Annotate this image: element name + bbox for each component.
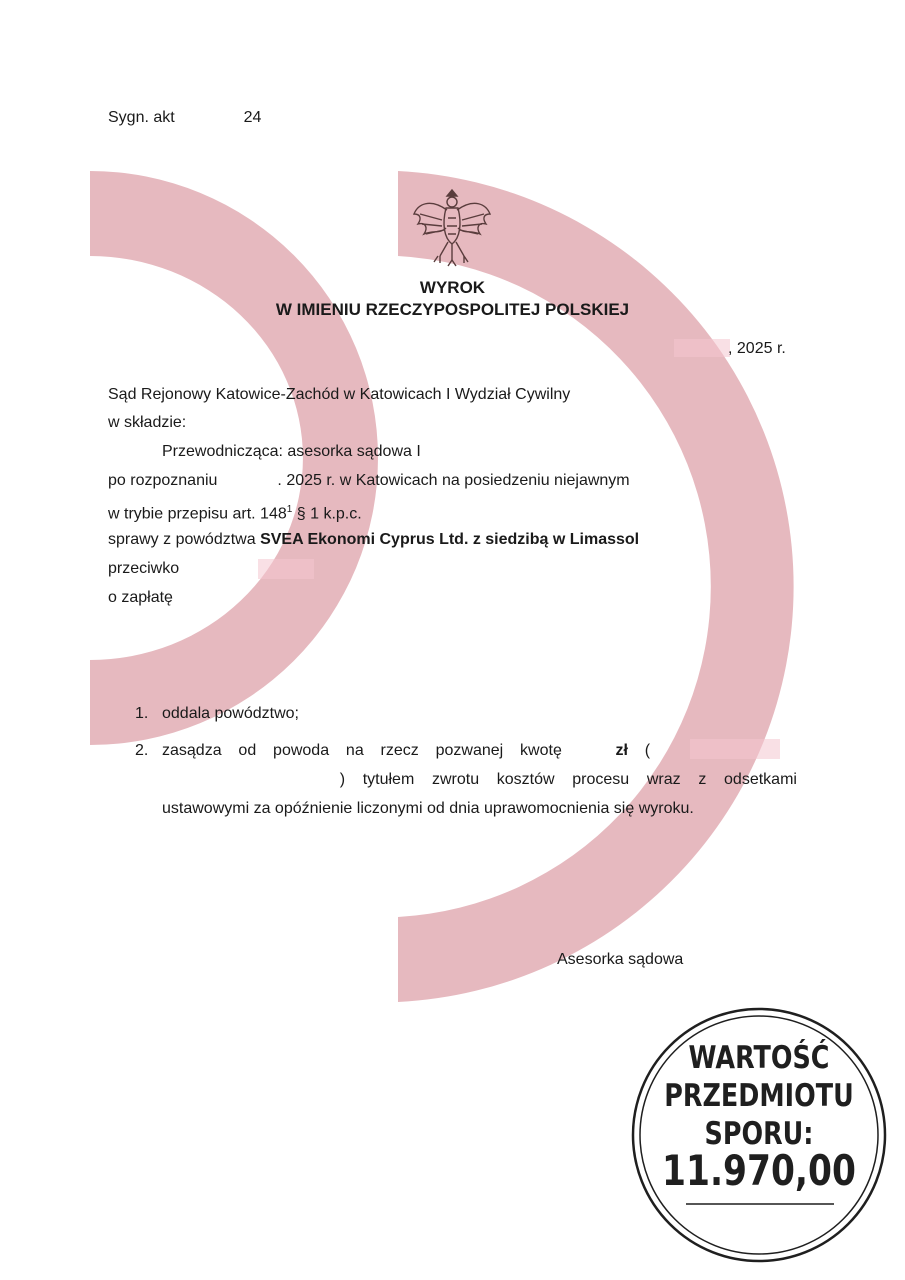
- date-year: 2025 r.: [736, 340, 786, 357]
- ruling-2-line-2: [162, 770, 797, 790]
- ruling-word: tytułem: [362, 771, 415, 788]
- ruling-word: kwotę: [520, 742, 562, 759]
- date-comma: ,: [728, 340, 733, 357]
- procedure-suffix: § 1 k.p.c.: [292, 505, 362, 523]
- ruling-number: 2.: [135, 742, 149, 759]
- claim-line: [108, 530, 639, 550]
- judgment-title: WYROK: [419, 278, 486, 297]
- ruling-word: powoda: [273, 742, 330, 759]
- procedure-sup: 1: [286, 504, 293, 515]
- judgment-subtitle: W IMIENIU RZECZYPOSPOLITEJ POLSKIEJ: [275, 300, 630, 319]
- presiding-judge: Przewodnicząca: asesorka sądowa I: [162, 443, 421, 460]
- signature-title: Asesorka sądowa: [557, 951, 684, 968]
- ruling-word: z: [698, 771, 707, 788]
- stamp-line-1: WARTOŚĆ: [688, 1040, 830, 1076]
- ruling-word: zwrotu: [431, 771, 480, 788]
- procedure-mode: [108, 500, 362, 524]
- against-label: przeciwko: [108, 560, 180, 577]
- procedure-prefix: w trybie przepisu art. 148: [108, 505, 287, 523]
- consideration-line: [108, 471, 630, 491]
- judgment-date: [728, 339, 786, 359]
- ruling-word: na: [345, 742, 364, 759]
- ruling-paren: (: [644, 742, 651, 759]
- composition-label: w składzie:: [108, 414, 187, 431]
- subject-label: o zapłatę: [108, 589, 173, 606]
- redaction: [258, 559, 314, 579]
- ruling-currency: zł: [615, 742, 628, 759]
- ruling-2-line-3: ustawowymi za opóźnienie liczonymi od dnia uprawomocnienia się wyroku.: [162, 800, 694, 817]
- stamp-line-3: SPORU:: [704, 1116, 814, 1152]
- ruling-word: ): [339, 771, 346, 788]
- claim-prefix: sprawy z powództwa: [108, 531, 261, 548]
- court-name: Sąd Rejonowy Katowice-Zachód w Katowicach I Wydział Cywilny: [108, 386, 571, 403]
- ruling-word: procesu: [572, 771, 630, 788]
- ruling-word: kosztów: [496, 771, 555, 788]
- polish-eagle-emblem-icon: [412, 184, 492, 270]
- stamp-line-2: PRZEDMIOTU: [664, 1078, 854, 1114]
- ruling-word: rzecz: [380, 742, 419, 759]
- ruling-word: odsetkami: [724, 771, 797, 788]
- ruling-2-line-1: [162, 741, 797, 761]
- ruling-word: od: [238, 742, 257, 759]
- stamp-amount: 11.970,00: [662, 1146, 856, 1195]
- claimant-name: SVEA Ekonomi Cyprus Ltd. z siedzibą w Limassol: [260, 531, 640, 548]
- consideration-suffix: . 2025 r. w Katowicach na posiedzeniu niejawnym: [277, 472, 630, 489]
- consideration-prefix: po rozpoznaniu: [108, 472, 218, 489]
- ruling-word: wraz: [646, 771, 681, 788]
- ruling-word: pozwanej: [435, 742, 504, 759]
- ruling-text: oddala powództwo;: [162, 705, 299, 722]
- ruling-word: zasądza: [162, 742, 222, 759]
- redaction: [674, 339, 733, 357]
- case-label: Sygn. akt: [108, 109, 175, 126]
- case-signature: [108, 108, 261, 128]
- ruling-number: 1.: [135, 705, 149, 722]
- case-number: 24: [243, 109, 262, 126]
